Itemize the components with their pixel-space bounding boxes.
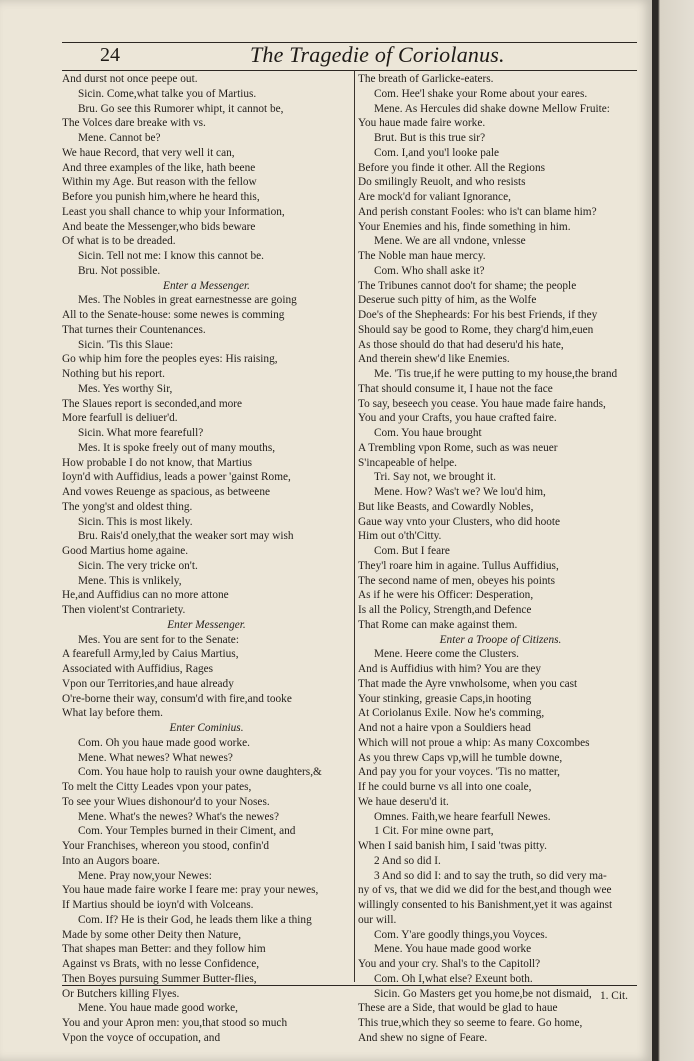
verse-line: The Slaues report is seconded,and more bbox=[62, 397, 243, 410]
catchword: 1. Cit. bbox=[600, 990, 628, 1002]
verse-line: Is all the Policy, Strength,and Defence bbox=[358, 604, 532, 616]
verse-line: Him out o'th'Citty. bbox=[358, 530, 442, 543]
speech-line: Com. Hee'l shake your Rome about your eares. bbox=[374, 87, 588, 100]
verse-line: Against vs Brats, with no lesse Confidence, bbox=[62, 958, 260, 970]
speech-line: Mene. As Hercules did shake downe Mellow Fruite: bbox=[374, 102, 610, 115]
speech-line: Mes. Yes worthy Sir, bbox=[78, 382, 173, 395]
verse-line: If he could burne vs all into one coale, bbox=[358, 781, 532, 793]
verse-line: Associated with Auffidius, Rages bbox=[62, 663, 214, 675]
running-title: The Tragedie of Coriolanus. bbox=[250, 42, 505, 67]
verse-line: ny of vs, that we did we did for the best,and though wee bbox=[358, 884, 612, 897]
verse-line: All to the Senate-house: some newes is comming bbox=[62, 309, 285, 321]
verse-line: As those should do that had deseru'd his hate, bbox=[358, 338, 564, 351]
stage-direction: Enter Cominius. bbox=[169, 722, 244, 734]
verse-line: We haue Record, that very well it can, bbox=[62, 146, 235, 159]
verse-line: More fearfull is deliuer'd. bbox=[62, 412, 178, 425]
verse-line: And not a haire vpon a Souldiers head bbox=[358, 722, 531, 734]
verse-line: Good Martius home againe. bbox=[62, 545, 189, 557]
verse-line: The second name of men, obeyes his points bbox=[358, 574, 556, 587]
verse-line: They'l roare him in againe. Tullus Auffidius, bbox=[358, 559, 559, 572]
verse-line: Or Butchers killing Flyes. bbox=[62, 987, 180, 1000]
verse-line: You haue made faire worke. bbox=[358, 117, 486, 130]
verse-line: Your Franchises, whereon you stood, confin'd bbox=[62, 840, 270, 852]
verse-line: You haue made faire worke I feare me: pray your newes, bbox=[62, 884, 319, 897]
speech-line: Com. If? He is their God, he leads them like a thing bbox=[78, 913, 312, 926]
verse-line: And durst not once peepe out. bbox=[62, 73, 198, 85]
verse-line: Are mock'd for valiant Ignorance, bbox=[358, 191, 511, 203]
verse-line: The breath of Garlicke-eaters. bbox=[358, 73, 494, 85]
speech-line: Mene. What newes? What newes? bbox=[78, 751, 233, 764]
verse-line: He,and Auffidius can no more attone bbox=[62, 589, 229, 602]
verse-line: Nothing but his report. bbox=[62, 368, 165, 380]
verse-line: Then violent'st Contrariety. bbox=[62, 604, 186, 616]
verse-line: We haue deseru'd it. bbox=[358, 795, 449, 808]
speech-line: Mes. You are sent for to the Senate: bbox=[78, 633, 239, 646]
speech-line: Sicin. 'Tis this Slaue: bbox=[78, 338, 174, 351]
speech-line: Bru. Go see this Rumorer whipt, it cannot be, bbox=[78, 102, 284, 115]
speech-line: 2 And so did I. bbox=[374, 854, 441, 867]
speech-line: Mene. How? Was't we? We lou'd him, bbox=[374, 486, 546, 498]
verse-line: And three examples of the like, hath beene bbox=[62, 161, 256, 174]
verse-line: Least you shall chance to whip your Information, bbox=[62, 205, 285, 218]
speech-line: Mene. Cannot be? bbox=[78, 132, 161, 144]
verse-line: What lay before them. bbox=[62, 707, 163, 720]
speech-line: Mes. It is spoke freely out of many mouths, bbox=[78, 441, 276, 454]
speech-line: Omnes. Faith,we heare fearfull Newes. bbox=[374, 810, 551, 823]
footer-rule bbox=[62, 985, 637, 986]
page-number: 24 bbox=[100, 44, 120, 66]
verse-line: S'incapeable of helpe. bbox=[358, 456, 457, 469]
verse-line: And pay you for your voyces. 'Tis no matter, bbox=[358, 766, 560, 779]
right-column bbox=[358, 72, 643, 1046]
speech-line: Com. Your Temples burned in their Ciment, and bbox=[78, 825, 296, 838]
verse-line: As you threw Caps vp,will he tumble downe, bbox=[358, 751, 563, 764]
verse-line: Then Boyes pursuing Summer Butter-flies, bbox=[62, 972, 257, 985]
verse-line: Your Enemies and his, finde something in him. bbox=[358, 220, 571, 233]
verse-line: Before you finde it other. All the Regions bbox=[358, 161, 545, 174]
speech-line: Sicin. This is most likely. bbox=[78, 515, 193, 528]
speech-line: Tri. Say not, we brought it. bbox=[374, 471, 496, 484]
speech-line: Sicin. The very tricke on't. bbox=[78, 559, 198, 572]
verse-line: Ioyn'd with Auffidius, leads a power 'gainst Rome, bbox=[62, 471, 291, 484]
verse-line: Vpon the voyce of occupation, and bbox=[62, 1031, 221, 1044]
verse-line: our will. bbox=[358, 913, 397, 926]
verse-line: Deserue such pitty of him, as the Wolfe bbox=[358, 294, 537, 307]
verse-line: And perish constant Fooles: who is't can blame him? bbox=[358, 205, 597, 218]
speech-line: Bru. Not possible. bbox=[78, 264, 161, 277]
speech-line: Mene. You haue made good worke bbox=[374, 943, 532, 956]
verse-line: Before you punish him,where he heard this, bbox=[62, 191, 260, 203]
speech-line: Com. Y'are goodly things,you Voyces. bbox=[374, 928, 548, 941]
verse-line: That shapes man Better: and they follow him bbox=[62, 943, 266, 956]
speech-line: Mene. We are all vndone, vnlesse bbox=[374, 235, 526, 248]
speech-line: Sicin. What more fearefull? bbox=[78, 427, 204, 439]
verse-line: Should say be good to Rome, they charg'd him,euen bbox=[358, 323, 594, 336]
verse-line: That should consume it, I haue not the face bbox=[358, 382, 553, 395]
speech-line: Me. 'Tis true,if he were putting to my house,the brand bbox=[374, 368, 618, 380]
speech-line: Mene. What's the newes? What's the newes? bbox=[78, 810, 279, 823]
speech-line: Sicin. Tell not me: I know this cannot be. bbox=[78, 250, 265, 262]
speech-line: Mene. Pray now,your Newes: bbox=[78, 869, 212, 882]
speech-line: Brut. But is this true sir? bbox=[374, 132, 486, 144]
stage-direction: Enter a Troope of Citizens. bbox=[439, 633, 562, 646]
verse-line: You and your cry. Shal's to the Capitoll? bbox=[358, 958, 541, 970]
verse-line: Doe's of the Shepheards: For his best Friends, if they bbox=[358, 309, 598, 321]
speech-line: Sicin. Go Masters get you home,be not dismaid, bbox=[374, 987, 592, 1000]
stage-direction: Enter a Messenger. bbox=[163, 279, 250, 292]
speech-line: 3 And so did I: and to say the truth, so did very ma- bbox=[374, 869, 607, 882]
verse-line: The Volces dare breake with vs. bbox=[62, 117, 206, 130]
verse-line: This true,which they so seeme to feare. Go home, bbox=[358, 1017, 583, 1029]
speech-line: Com. Oh you haue made good worke. bbox=[78, 736, 250, 749]
verse-line: How probable I do not know, that Martius bbox=[62, 456, 253, 469]
verse-line: Which will not proue a whip: As many Coxcombes bbox=[358, 736, 590, 749]
verse-line: That Rome can make against them. bbox=[358, 618, 518, 631]
verse-line: And therein shew'd like Enemies. bbox=[358, 353, 510, 366]
verse-line: A fearefull Army,led by Caius Martius, bbox=[62, 648, 239, 661]
verse-line: Within my Age. But reason with the fellow bbox=[62, 176, 257, 189]
speech-line: Sicin. Come,what talke you of Martius. bbox=[78, 87, 257, 100]
speech-line: Mene. This is vnlikely, bbox=[78, 574, 182, 587]
verse-line: To see your Wiues dishonour'd to your Noses. bbox=[62, 795, 270, 808]
verse-line: As if he were his Officer: Desperation, bbox=[358, 589, 534, 602]
speech-line: Bru. Rais'd onely,that the weaker sort may wish bbox=[78, 530, 294, 543]
verse-line: The Tribunes cannot doo't for shame; the people bbox=[358, 279, 577, 292]
speech-line: Com. Who shall aske it? bbox=[374, 264, 485, 277]
verse-line: Gaue way vnto your Clusters, who did hoote bbox=[358, 515, 561, 528]
verse-line: At Coriolanus Exile. Now he's comming, bbox=[358, 707, 545, 720]
speech-line: Mes. The Nobles in great earnestnesse are going bbox=[78, 294, 297, 307]
verse-line: And vowes Reuenge as spacious, as betweene bbox=[62, 486, 270, 498]
verse-line: That turnes their Countenances. bbox=[62, 323, 206, 336]
verse-line: And shew no signe of Feare. bbox=[358, 1031, 488, 1044]
verse-line: O're-borne their way, consum'd with fire,and tooke bbox=[62, 692, 292, 705]
verse-line: The Noble man haue mercy. bbox=[358, 250, 486, 262]
verse-line: Into an Augors boare. bbox=[62, 854, 160, 867]
verse-line: But like Beasts, and Cowardly Nobles, bbox=[358, 500, 534, 513]
verse-line: And beate the Messenger,who bids beware bbox=[62, 220, 256, 233]
verse-line: Your stinking, greasie Caps,in hooting bbox=[358, 692, 532, 705]
verse-line: Vpon our Territories,and haue already bbox=[62, 677, 234, 690]
verse-line: Do smilingly Reuolt, and who resists bbox=[358, 176, 526, 189]
speech-line: 1 Cit. For mine owne part, bbox=[374, 825, 494, 838]
speech-line: Com. You haue holp to rauish your owne daughters,& bbox=[78, 766, 322, 779]
verse-line: You and your Crafts, you haue crafted faire. bbox=[358, 412, 557, 425]
verse-line: A Trembling vpon Rome, such as was neuer bbox=[358, 441, 558, 454]
verse-line: Go whip him fore the peoples eyes: His raising, bbox=[62, 353, 278, 366]
adjacent-page-edge bbox=[652, 0, 694, 1061]
speech-line: Com. You haue brought bbox=[374, 427, 482, 439]
verse-line: Of what is to be dreaded. bbox=[62, 235, 176, 248]
verse-line: You and your Apron men: you,that stood so much bbox=[62, 1017, 288, 1029]
speech-line: Mene. You haue made good worke, bbox=[78, 1002, 239, 1015]
left-column bbox=[62, 72, 351, 1046]
verse-line: If Martius should be ioyn'd with Volceans. bbox=[62, 899, 254, 911]
column-divider bbox=[354, 70, 355, 982]
speech-line: Mene. Heere come the Clusters. bbox=[374, 648, 519, 661]
verse-line: Made by some other Deity then Nature, bbox=[62, 928, 242, 941]
speech-line: Com. Oh I,what else? Exeunt both. bbox=[374, 972, 533, 985]
speech-line: Com. I,and you'l looke pale bbox=[374, 146, 500, 159]
verse-line: These are a Side, that would be glad to haue bbox=[358, 1002, 558, 1015]
verse-line: To say, beseech you cease. You haue made faire hands, bbox=[358, 397, 606, 410]
verse-line: That made the Ayre vnwholsome, when you cast bbox=[358, 677, 578, 690]
stage-direction: Enter Messenger. bbox=[167, 618, 246, 631]
verse-line: When I said banish him, I said 'twas pitty. bbox=[358, 840, 547, 852]
verse-line: willingly consented to his Banishment,yet it was against bbox=[358, 899, 613, 911]
verse-line: The yong'st and oldest thing. bbox=[62, 500, 193, 513]
verse-line: And is Auffidius with him? You are they bbox=[358, 663, 542, 675]
verse-line: To melt the Citty Leades vpon your pates, bbox=[62, 781, 252, 793]
header-rule-lower bbox=[62, 70, 637, 71]
speech-line: Com. But I feare bbox=[374, 545, 450, 557]
